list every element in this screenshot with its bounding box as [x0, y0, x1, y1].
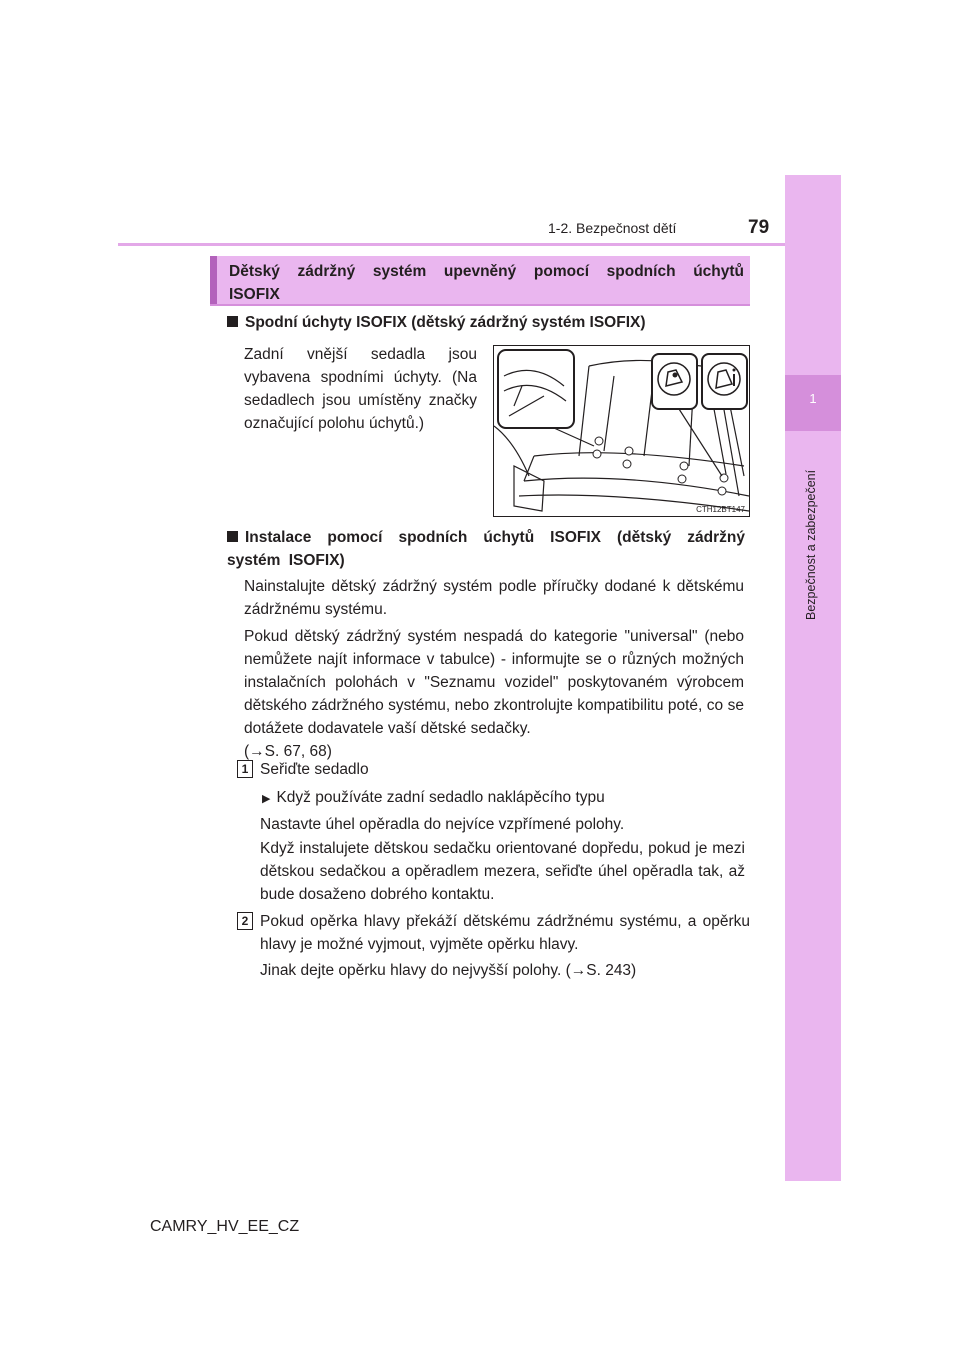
header-rule	[118, 243, 785, 246]
page-reference: (→S. 67, 68)	[244, 743, 332, 760]
install-paragraph-2: Pokud dětský zádržný systém nespadá do kategorie "universal" (nebo nemůžete najít informace v tabulce) - informujte se o různých možných instalačních polohách v "Seznamu vozidel" poskytovaném výrobcem dětského zádržného systému, nebo zkontrolujte kompatibilitu poté, co se dotážete dodavatele vaší dětské sedačky. (→S. 67, 68)	[244, 628, 744, 760]
figure-code: CTH12BT147	[696, 505, 745, 514]
step-2-badge	[237, 912, 253, 930]
title-box-rule	[210, 304, 750, 306]
square-bullet-icon	[227, 531, 238, 542]
topic-title: Dětský zádržný systém upevněný pomocí spodních úchytů ISOFIX	[229, 263, 744, 303]
step-1-badge	[237, 760, 253, 778]
step-2-text-1: Jinak dejte opěrku hlavy do nejvyšší polohy. (→S. 243)	[260, 962, 637, 979]
page-number: 79	[748, 217, 770, 238]
rear-seat-illustration	[494, 346, 750, 517]
chapter-number-tab	[785, 375, 841, 431]
child-seat-icon	[658, 363, 690, 395]
chapter-number: 1	[809, 391, 817, 406]
isofix-icon	[708, 363, 740, 395]
chapter-title: Bezpečnost a zabezpečení	[804, 469, 818, 620]
step-1-sub-bullet: ▶ Když používáte zadní sedadlo naklápěcího typu	[262, 789, 605, 806]
step-2-title: Pokud opěrka hlavy překáží dětskému zádržnému systému, a opěrku hlavy je možné vyjmout, vyjměte opěrku hlavy.	[260, 913, 750, 953]
square-bullet-icon	[227, 316, 238, 327]
step-number: 1	[237, 760, 253, 778]
step-1-text-1: Nastavte úhel opěradla do nejvíce vzpřímené polohy.	[260, 816, 625, 833]
step-1-text-2: Když instalujete dětskou sedačku orientované dopředu, pokud je mezi dětskou sedačkou a opěradlem mezera, seřiďte úhel opěradla tak, až bude dosaženo dobrého kontaktu.	[260, 840, 745, 903]
triangle-bullet-icon: ▶	[262, 793, 271, 805]
chapter-side-tab	[785, 175, 841, 1181]
model-code: CAMRY_HV_EE_CZ	[150, 1218, 300, 1235]
anchors-text: Zadní vnější sedadla jsou vybavena spodními úchyty. (Na sedadlech jsou umístěny značky označující polohu úchytů.)	[244, 346, 477, 432]
section-title: 1-2. Bezpečnost dětí	[548, 220, 677, 236]
step-number: 2	[237, 912, 253, 930]
anchors-heading: Spodní úchyty ISOFIX (dětský zádržný systém ISOFIX)	[227, 314, 757, 332]
step-1-title: Seřiďte sedadlo	[260, 761, 369, 778]
topic-title-box	[210, 256, 750, 304]
install-heading: Instalace pomocí spodních úchytů ISOFIX (dětský zádržný systém ISOFIX)	[227, 529, 745, 569]
isofix-seat-figure	[493, 345, 750, 517]
install-paragraph-1: Nainstalujte dětský zádržný systém podle příručky dodané k dětskému zádržnému systému.	[244, 578, 744, 618]
chapter-label	[804, 440, 824, 620]
